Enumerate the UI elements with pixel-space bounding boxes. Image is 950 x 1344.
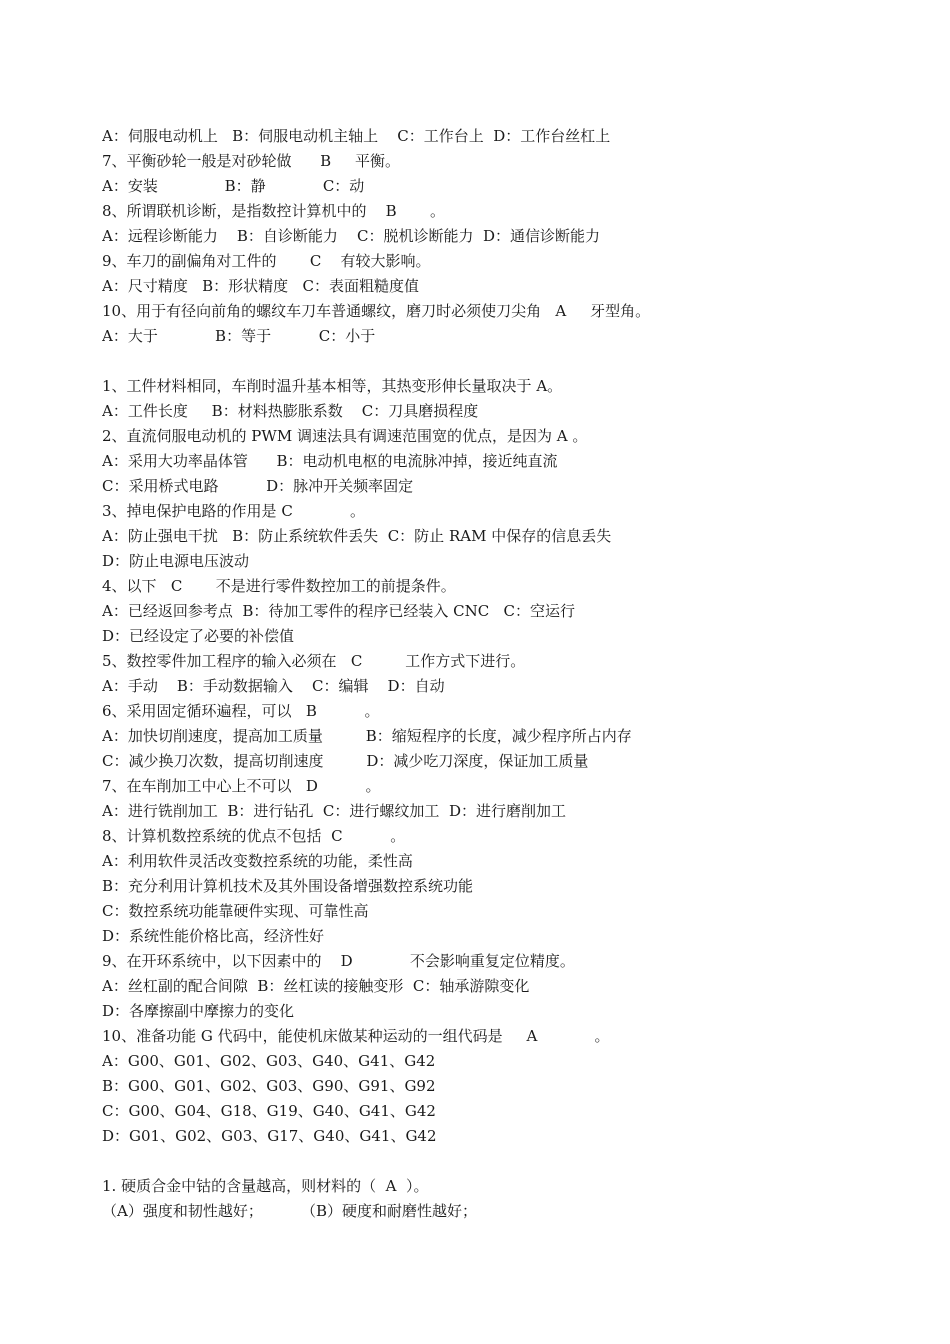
text-line: C：减少换刀次数，提高切削速度 D：减少吃刀深度，保证加工质量 — [102, 752, 589, 770]
text-line: A：防止强电干扰 B：防止系统软件丢失 C：防止 RAM 中保存的信息丢失 — [102, 527, 612, 545]
text-line: B：充分利用计算机技术及其外围设备增强数控系统功能 — [102, 877, 474, 895]
text-line: A：手动 B：手动数据输入 C：编辑 D：自动 — [102, 677, 445, 695]
text-line: D：各摩擦副中摩擦力的变化 — [102, 1002, 295, 1020]
text-line: D：已经设定了必要的补偿值 — [102, 627, 295, 645]
text-line: C：G00、G04、G18、G19、G40、G41、G42 — [102, 1102, 436, 1120]
text-line: A：采用大功率晶体管 B：电动机电枢的电流脉冲掉，接近纯直流 — [102, 452, 558, 470]
text-line: 5、数控零件加工程序的输入必须在 C 工作方式下进行。 — [102, 652, 526, 670]
text-line: 1、工件材料相同，车削时温升基本相等，其热变形伸长量取决于 A。 — [102, 377, 563, 395]
text-line: 7、在车削加工中心上不可以 D 。 — [102, 777, 381, 795]
text-line: 9、在开环系统中，以下因素中的 D 不会影响重复定位精度。 — [102, 952, 575, 970]
text-line: A：进行铣削加工 B：进行钻孔 C：进行螺纹加工 D：进行磨削加工 — [102, 802, 566, 820]
text-line: 7、平衡砂轮一般是对砂轮做 B 平衡。 — [102, 152, 401, 170]
text-line: A：伺服电动机上 B：伺服电动机主轴上 C：工作台上 D：工作台丝杠上 — [102, 127, 611, 145]
text-line: 3、掉电保护电路的作用是 C 。 — [102, 502, 366, 520]
text-line: 6、采用固定循环遍程，可以 B 。 — [102, 702, 380, 720]
text-line: B：G00、G01、G02、G03、G90、G91、G92 — [102, 1077, 436, 1095]
blank-line — [102, 1149, 862, 1174]
text-line: （A）强度和韧性越好； （B）硬度和耐磨性越好； — [102, 1202, 478, 1220]
text-line: 2、直流伺服电动机的 PWM 调速法具有调速范围宽的优点，是因为 A 。 — [102, 427, 588, 445]
text-line: A：大于 B：等于 C：小于 — [102, 327, 376, 345]
text-line: A：工件长度 B：材料热膨胀系数 C：刀具磨损程度 — [102, 402, 479, 420]
text-line: 8、所谓联机诊断，是指数控计算机中的 B 。 — [102, 202, 446, 220]
text-line: D：G01、G02、G03、G17、G40、G41、G42 — [102, 1127, 437, 1145]
text-line: 8、计算机数控系统的优点不包括 C 。 — [102, 827, 406, 845]
text-line: 9、车刀的副偏角对工件的 C 有较大影响。 — [102, 252, 431, 270]
text-line: A：远程诊断能力 B：自诊断能力 C：脱机诊断能力 D：通信诊断能力 — [102, 227, 601, 245]
text-line: C：采用桥式电路 D：脉冲开关频率固定 — [102, 477, 414, 495]
text-line: C：数控系统功能靠硬件实现、可靠性高 — [102, 902, 369, 920]
blank-line — [102, 349, 862, 374]
text-line: 4、以下 C 不是进行零件数控加工的前提条件。 — [102, 577, 456, 595]
text-line: D：系统性能价格比高，经济性好 — [102, 927, 325, 945]
text-line: 1. 硬质合金中钴的含量越高，则材料的（ A ）。 — [102, 1177, 429, 1195]
text-line: A：安装 B：静 C：动 — [102, 177, 365, 195]
text-line: 10、准备功能 G 代码中，能使机床做某种运动的一组代码是 A 。 — [102, 1027, 610, 1045]
text-line: A：加快切削速度，提高加工质量 B：缩短程序的长度，减少程序所占内存 — [102, 727, 632, 745]
text-line: A：G00、G01、G02、G03、G40、G41、G42 — [102, 1052, 436, 1070]
text-line: A：尺寸精度 B：形状精度 C：表面粗糙度值 — [102, 277, 419, 295]
text-line: D：防止电源电压波动 — [102, 552, 250, 570]
text-line: A：利用软件灵活改变数控系统的功能，柔性高 — [102, 852, 413, 870]
document-body — [102, 124, 862, 1224]
text-line: A：丝杠副的配合间隙 B：丝杠读的接触变形 C：轴承游隙变化 — [102, 977, 530, 995]
text-line: 10、用于有径向前角的螺纹车刀车普通螺纹，磨刀时必须使刀尖角 A 牙型角。 — [102, 302, 651, 320]
text-line: A：已经返回参考点 B：待加工零件的程序已经装入 CNC C：空运行 — [102, 602, 576, 620]
